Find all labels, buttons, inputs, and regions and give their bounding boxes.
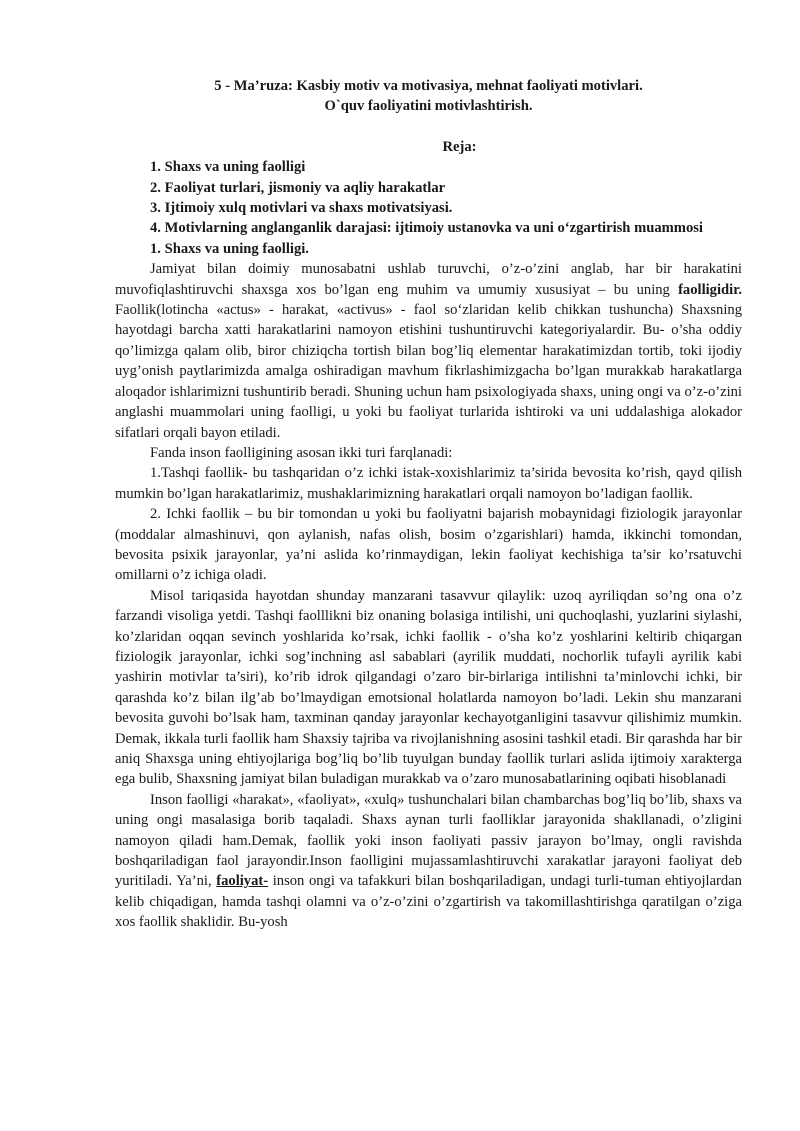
plan-item-2: 2. Faoliyat turlari, jismoniy va aqliy harakatlar — [150, 179, 446, 196]
lecture-title — [115, 76, 742, 117]
lecture-title-main: Kasbiy motiv va motivasiya, mehnat faoliyati motivlari. — [292, 78, 643, 94]
paragraph-5: Misol tariqasida hayotdan shunday manzarani tasavvur qilaylik: uzoq ayriliqdan so’ng ona o’z farzandi visoliga yetdi. Tashqi faolllikni biz onaning bolasiga intilishi, uni quchoqlashi, yuzlarini siylashi, ko’zlaridan oqqan sevinch yoshlarida ko’rsak, ichki faollik - o’sha ko’z yoshlarini keltirib chiqargan fiziologik jarayonlar, ichki sog’inchning asl sabablari (ayrilik muddati, nochorlik tufayli ayrilik kabi yashirin motivlar ta’siri), ko’rib idrok qilgandagi o’zaro bir-birlariga intilishni ta’minlovchi ichki, bir qarashda ko’z bilan ilg’ab bo’lmaydigan emotsional holatlarda namoyon bo’ladi. Lekin shu manzarani bevosita guvohi bo’lsak ham, taxminan qanday jarayonlar kechayotganligini tasavvur qilishimiz mumkin. Demak, ikkala turli faollik ham Shaxsiy tajriba va rivojlanishning asosini tashkil etadi. Bir qarashda har bir aniq Shaxsga uning ehtiyojlariga bog’liq bo’lib tuyulgan bunday faollik turlari aslida ijtimoiy xarakterga ega bulib, Shaxsning jamiyat bilan buladigan murakkab va o’zaro munosabatlarining oqibati hisoblanadi — [115, 587, 742, 788]
paragraph-6 — [115, 790, 742, 933]
plan-heading: Reja: — [442, 138, 477, 155]
paragraph-2: Fanda inson faolligining asosan ikki turi farqlanadi: — [150, 444, 453, 461]
plan-item-3: 3. Ijtimoiy xulq motivlari va shaxs motivatsiyasi. — [150, 200, 453, 217]
paragraph-4: 2. Ichki faollik – bu bir tomondan u yoki bu faoliyatni bajarish mobaynidagi fiziologik jarayonlar (moddalar almashinuvi, qon aylanish, nafas olish, bosim o’zgarishlari) hamda, ikkinchi tomondan, bevosita psixik jarayonlar, ya’ni aslida ko’rinmaydigan, lekin faoliyat kechishiga ta’sir ko’rsatuvchi omillarni o’z ichiga oladi. — [115, 506, 742, 584]
paragraph-1-text-a: Jamiyat bilan doimiy munosabatni ushlab turuvchi, o’z-o’zini anglab, har bir harakatini muvofiqlashtiruvchi shaxsga xos bo’lgan eng muhim va umumiy xususiyat – bu uning — [115, 261, 742, 298]
term-faoliyat: faoliyat- — [216, 873, 269, 890]
document-page — [115, 76, 742, 933]
term-faolligidir: faolligidir. — [678, 281, 742, 298]
section-heading: 1. Shaxs va uning faolligi. — [150, 240, 309, 257]
plan-item-1: 1. Shaxs va uning faolligi — [150, 159, 306, 176]
paragraph-3: 1.Tashqi faollik- bu tashqaridan o’z ichki istak-xoxishlarimiz ta’sirida bevosita ko’rish, qayd qilish mumkin bo’lgan harakatlarimiz, mushaklarimizning harakatlari orqali namoyon bo’ladigan faollik. — [115, 465, 742, 502]
plan-item-4: 4. Motivlarning anglanganlik darajasi: ijtimoiy ustanovka va uni o‘zgartirish muammosi — [150, 220, 703, 237]
paragraph-6-text-b: inson ongi va tafakkuri bilan boshqariladigan, undagi turli-tuman ehtiyojlardan kelib chiqadigan, hamda tashqi olamni va o’z-o’zini o’zgartirish va takomillashtirishga qaratilgan o’ziga xos faollik shaklidir. Bu-yosh — [115, 873, 742, 931]
lecture-number: 5 - Ma’ruza: — [214, 78, 293, 94]
paragraph-6-text-a: Inson faolligi «harakat», «faoliyat», «xulq» tushunchalari bilan chambarchas bog’liq bo’lib, shaxs va uning ongi masalasiga borib taqaladi. Shaxs aynan turli faolliklar jarayonida shakllanadi, o’zligini namoyon qiladi ham.Demak, faollik yoki inson faoliyati passiv jarayon bo’lmay, ongli ravishda boshqariladigan faol jarayondir.Inson faolligini mujassamlashtiruvchi xarakatlar jarayoni faoliyat deb yuritiladi. Ya’ni, — [115, 791, 742, 890]
lecture-title-line2: O`quv faoliyatini motivlashtirish. — [324, 98, 533, 115]
paragraph-1 — [115, 259, 742, 443]
paragraph-1-text-b: Faollik(lotincha «actus» - harakat, «activus» - faol so‘zlaridan kelib chikkan tushuncha) Shaxsning hayotdagi barcha xatti harakatlarini namoyon etishini tushuntiruvchi kategoriyalardir. Bu- o’sha oddiy qo’limizga qalam olib, biror chiziqcha tortish bilan bog’liq elementar harakatimizdan tortib, toki ijodiy uyg’onish paytlarimizda amalga oshiradigan mavhum fikrlashimizgacha bo’lgan murakkab harakatlarga aloqador ishlarimizni tushuntirib beradi. Shuning uchun ham psixologiyada shaxs, uning ongi va o’z-o’zini anglashi muammolari uning faolligi, u yoki bu faoliyat turlarida ishtiroki va uni uddalashiga alokador sifatlari orqali bayon etiladi. — [115, 302, 742, 441]
spacer — [115, 117, 742, 137]
